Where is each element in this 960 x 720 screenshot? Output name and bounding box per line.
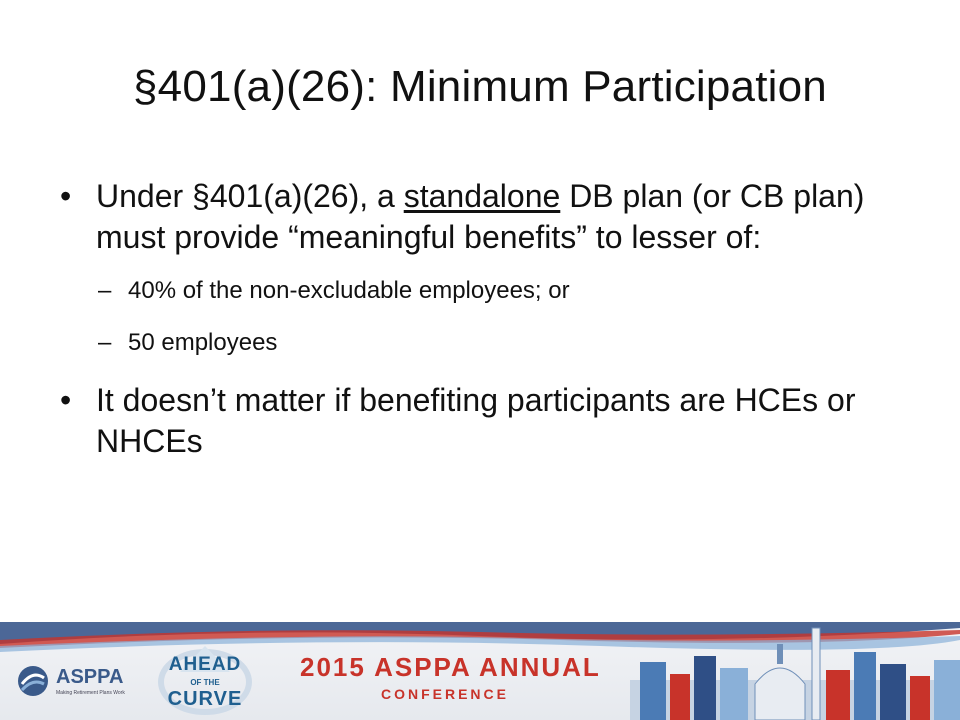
- conference-title: 2015 ASPPA ANNUAL: [300, 652, 601, 682]
- sub-bullet-text: 40% of the non-excludable employees; or: [128, 277, 570, 304]
- asppa-wordmark: ASPPA: [56, 666, 124, 688]
- bullet-text-post: DB plan (or CB plan) must provide “meaningful benefits” to lesser of:: [96, 178, 865, 255]
- sub-bullet-item: [58, 276, 908, 306]
- asppa-tagline: Making Retirement Plans Work: [56, 690, 125, 696]
- sub-bullet-dash: –: [98, 277, 112, 304]
- bullet-item: [58, 176, 908, 258]
- bullet-text: It doesn’t matter if benefiting participants are HCEs or NHCEs: [96, 382, 856, 459]
- sub-bullet-text: 50 employees: [128, 329, 278, 356]
- ahead-of-the-curve-logo: [150, 642, 260, 716]
- of-the-word: OF THE: [190, 678, 220, 687]
- washington-skyline-illustration: [630, 622, 960, 720]
- conference-subtitle: CONFERENCE: [380, 686, 509, 702]
- ahead-word: AHEAD: [168, 654, 242, 675]
- sub-bullet-dash: –: [98, 329, 112, 356]
- slide-title: §401(a)(26): Minimum Participation: [133, 62, 827, 111]
- bullet-item: [58, 380, 908, 462]
- conference-footer-banner: [0, 622, 960, 720]
- bullet-text-pre: Under §401(a)(26), a: [96, 178, 404, 214]
- curve-word: CURVE: [167, 688, 243, 710]
- bullet-dot: •: [60, 178, 72, 214]
- bullet-text-emphasis: standalone: [403, 178, 561, 214]
- asppa-emblem-icon: [16, 664, 50, 698]
- sub-bullet-item: [58, 328, 908, 358]
- asppa-logo: [16, 660, 126, 708]
- slide-body: [58, 176, 908, 480]
- bullet-dot: •: [60, 382, 72, 418]
